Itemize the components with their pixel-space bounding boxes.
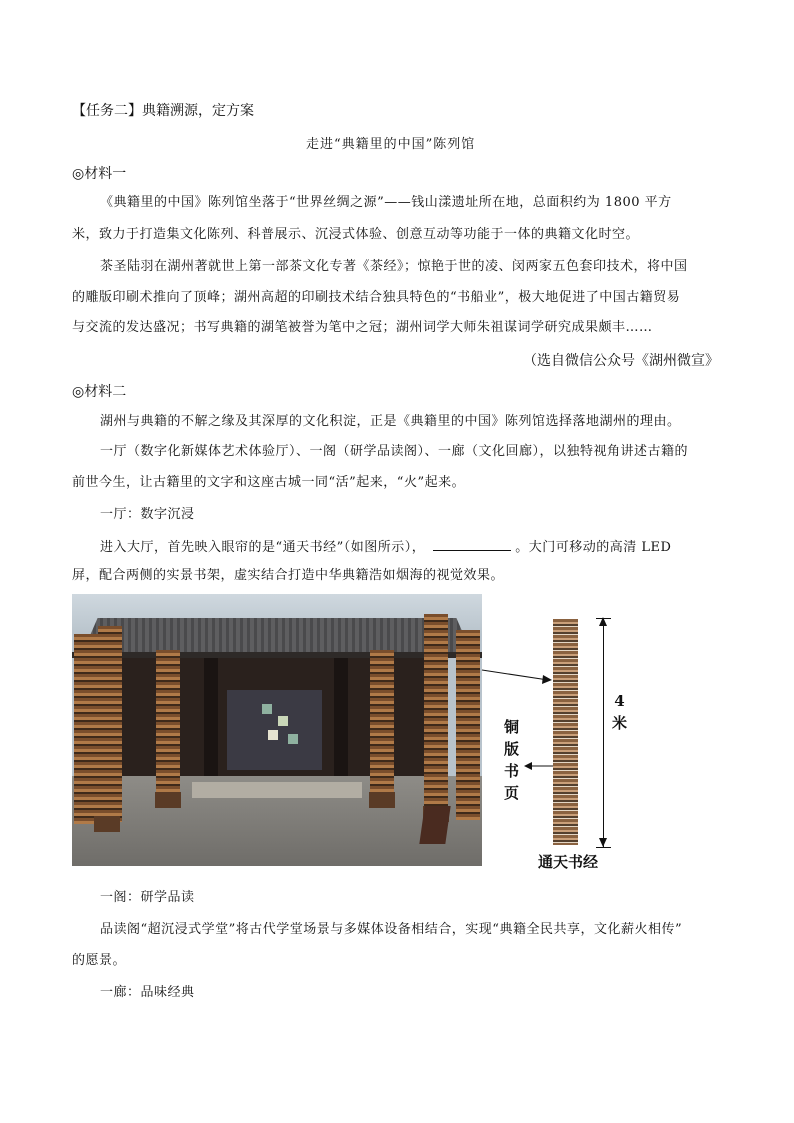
material2-paragraph1: 湖州与典籍的不解之缘及其深厚的文化积淀，正是《典籍里的中国》陈列馆选择落地湖州的理由。 [100, 414, 681, 429]
tongtian-shujing-column [553, 619, 578, 845]
page-title: 走进“典籍里的中国”陈列馆 [306, 137, 476, 152]
material1-paragraph2-line2: 的雕版印刷术推向了顶峰；湖州高超的印刷技术结合独具特色的“书船业”，极大地促进了中国古籍贸易 [72, 290, 681, 305]
dimension-tick-top [596, 618, 611, 619]
material1-paragraph1-line2: 米，致力于打造集文化陈列、科普展示、沉浸式体验、创意互动等功能于一体的典籍文化时空。 [72, 227, 640, 242]
dimension-tick-bottom [596, 847, 611, 848]
answer-blank[interactable] [433, 538, 511, 551]
subheading-hall: 一厅：数字沉浸 [100, 507, 195, 522]
subheading-corridor: 一廊：品味经典 [100, 985, 195, 1000]
material2-paragraph2-line1: 一厅（数字化新媒体艺术体验厅）、一阁（研学品读阁）、一廊（文化回廊），以独特视角讲述古籍的 [100, 444, 689, 459]
material2-label: ◎材料二 [72, 384, 127, 400]
material1-paragraph2-line3: 与交流的发达盛况；书写典籍的湖笔被誉为笔中之冠；湖州词学大师朱祖谋词学研究成果颇丰…… [72, 320, 653, 335]
material1-paragraph1-line1: 《典籍里的中国》陈列馆坐落于“世界丝绸之源”——钱山漾遗址所在地，总面积约为 1800 平方 [100, 195, 672, 210]
paragraph3-text-after-blank: 。大门可移动的高清 LED [515, 540, 672, 555]
material1-source: （选自微信公众号《湖州微宣》 [523, 353, 719, 369]
task-heading: 【任务二】典籍溯源，定方案 [72, 103, 254, 119]
arrow-down-icon [599, 838, 607, 847]
subheading-pavilion: 一阁：研学品读 [100, 890, 195, 905]
material2-paragraph4-line1: 品读阁“超沉浸式学堂”将古代学堂场景与多媒体设备相结合，实现“典籍全民共享，文化薪火相传” [100, 922, 683, 937]
material2-paragraph3-line1 [100, 538, 671, 556]
height-label: 4 米 [612, 692, 628, 732]
height-dimension-line [603, 619, 604, 847]
material1-paragraph2-line1: 茶圣陆羽在湖州著就世上第一部茶文化专著《茶经》；惊艳于世的凌、闵两家五色套印技术，将中国 [100, 259, 688, 274]
material2-paragraph3-line2: 屏，配合两侧的实景书架，虚实结合打造中华典籍浩如烟海的视觉效果。 [72, 568, 505, 583]
copper-page-label: 铜 版 书 页 [504, 718, 520, 802]
figure-caption: 通天书经 [538, 853, 599, 871]
material2-paragraph2-line2: 前世今生，让古籍里的文字和这座古城一同“活”起来，“火”起来。 [72, 475, 466, 490]
paragraph3-text-before-blank: 进入大厅，首先映入眼帘的是“通天书经”（如图所示）， [100, 540, 426, 555]
material2-paragraph4-line2: 的愿景。 [72, 953, 127, 968]
hall-photo [72, 594, 482, 866]
material1-label: ◎材料一 [72, 166, 127, 182]
